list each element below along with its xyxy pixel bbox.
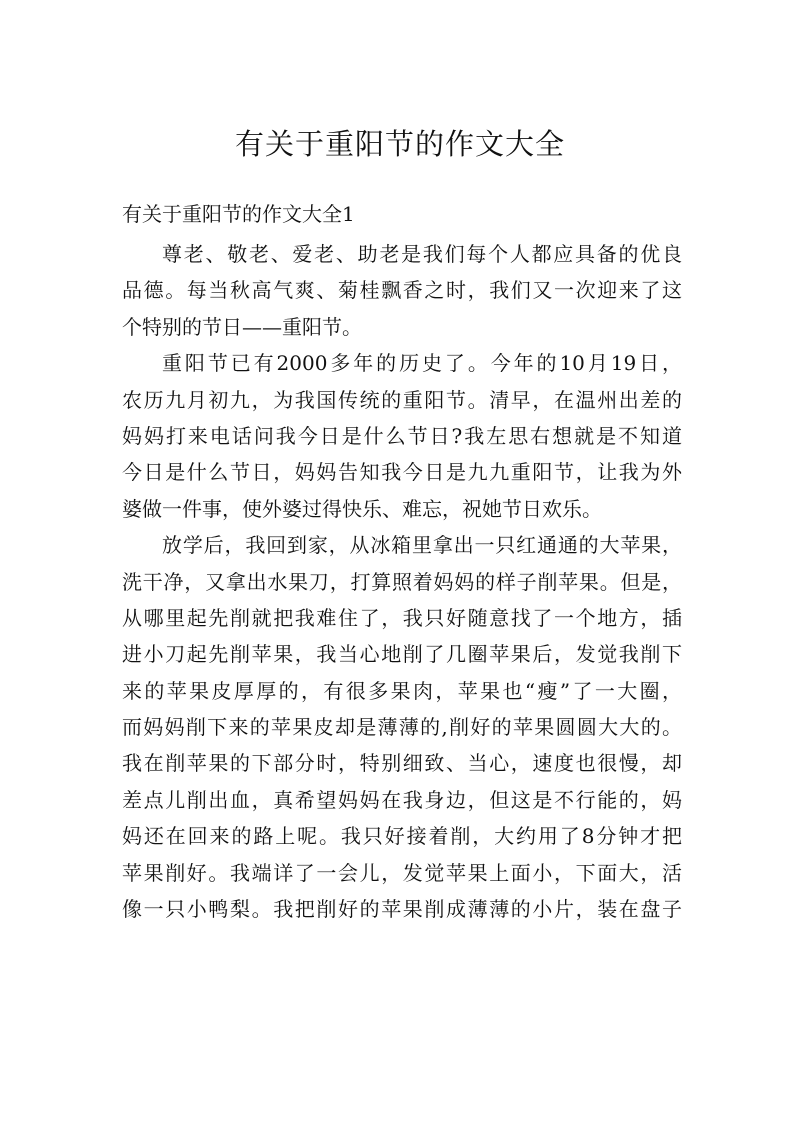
text-line: 苹果削好。我端详了一会儿，发觉苹果上面小，下面大，活 — [122, 860, 682, 885]
text-line: 个特别的节日——重阳节。 — [122, 314, 362, 339]
text-line: 农历九月初九，为我国传统的重阳节。清早，在温州出差的 — [122, 387, 682, 412]
text-line: 从哪里起先削就把我难住了，我只好随意找了一个地方，插 — [122, 605, 682, 630]
text-line: 今日是什么节日，妈妈告知我今日是九九重阳节，让我为外 — [122, 460, 682, 485]
text-line: 像一只小鸭梨。我把削好的苹果削成薄薄的小片，装在盘子 — [122, 897, 682, 922]
text-line: 婆做一件事，使外婆过得快乐、难忘，祝她节日欢乐。 — [122, 496, 602, 521]
text-line: 洗干净，又拿出水果刀，打算照着妈妈的样子削苹果。但是， — [122, 569, 682, 594]
document-title: 有关于重阳节的作文大全 — [234, 127, 565, 161]
text-line: 来的苹果皮厚厚的，有很多果肉，苹果也“瘦”了一大圈， — [122, 678, 682, 703]
text-line: 而妈妈削下来的苹果皮却是薄薄的,削好的苹果圆圆大大的。 — [122, 715, 682, 740]
text-line: 妈妈打来电话问我今日是什么节日?我左思右想就是不知道 — [122, 423, 682, 448]
text-line: 重阳节已有2000多年的历史了。今年的10月19日， — [162, 351, 682, 376]
text-line: 差点儿削出血，真希望妈妈在我身边，但这是不行能的，妈 — [122, 787, 682, 812]
text-line: 我在削苹果的下部分时，特别细致、当心，速度也很慢，却 — [122, 751, 682, 776]
section-heading: 有关于重阳节的作文大全1 — [122, 202, 355, 226]
text-line: 妈还在回来的路上呢。我只好接着削，大约用了8分钟才把 — [122, 824, 682, 849]
text-line: 品德。每当秋高气爽、菊桂飘香之时，我们又一次迎来了这 — [122, 278, 682, 303]
document-body — [122, 236, 682, 927]
text-line: 尊老、敬老、爱老、助老是我们每个人都应具备的优良 — [162, 242, 682, 266]
text-line: 进小刀起先削苹果，我当心地削了几圈苹果后，发觉我削下 — [122, 642, 682, 667]
text-line: 放学后，我回到家，从冰箱里拿出一只红通通的大苹果， — [162, 533, 682, 558]
